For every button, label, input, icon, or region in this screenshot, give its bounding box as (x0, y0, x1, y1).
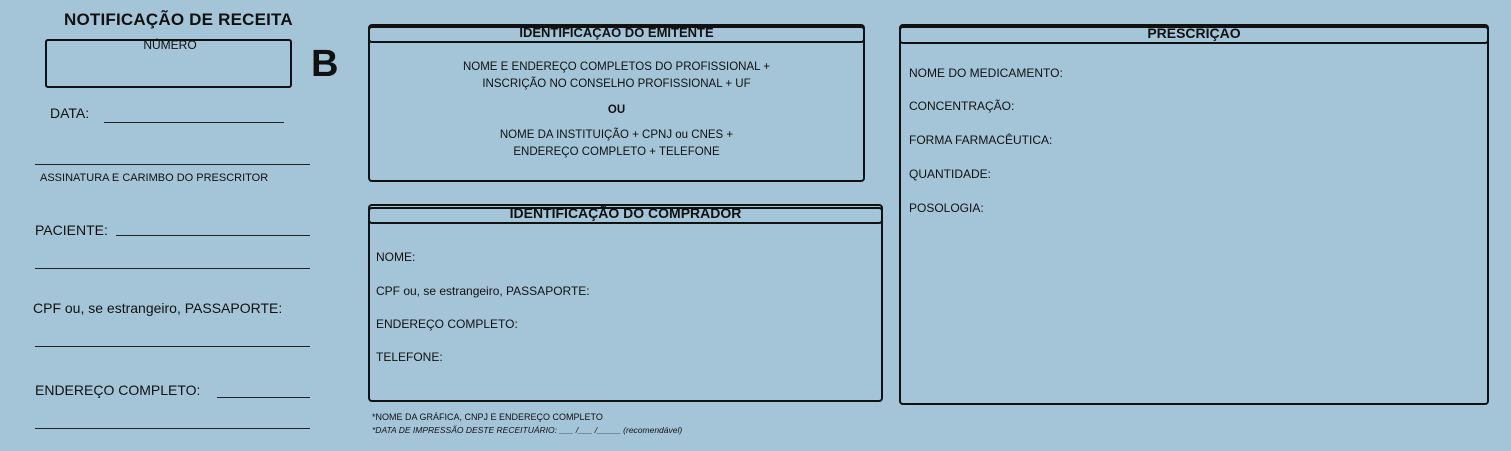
emitente-line-1: NOME E ENDEREÇO COMPLETOS DO PROFISSIONAL + (462, 61, 771, 73)
comprador-phone-field[interactable]: TELEFONE: (376, 350, 443, 364)
address-label: ENDEREÇO COMPLETO: (35, 382, 201, 398)
emitente-header: IDENTIFICAÇÃO DO EMITENTE (368, 24, 865, 43)
number-label: NÚMERO (143, 38, 197, 52)
cpf-label: CPF ou, se estrangeiro, PASSAPORTE: (33, 300, 283, 316)
quantity-field[interactable]: QUANTIDADE: (909, 167, 992, 181)
comprador-box (368, 207, 883, 402)
cpf-line[interactable] (35, 346, 310, 347)
prescricao-header: PRESCRIÇÃO (899, 24, 1489, 44)
emitente-line-2: INSCRIÇÃO NO CONSELHO PROFISSIONAL + UF (482, 78, 751, 90)
footer-print-date: *DATA DE IMPRESSÃO DESTE RECEITUÁRIO: ___ /___ /_____ (recomendável) (372, 425, 683, 435)
emitente-line-3: NOME DA INSTITUIÇÃO + CPNJ ou CNES + (499, 129, 734, 141)
address-line-1[interactable] (217, 397, 310, 398)
date-label: DATA: (50, 105, 90, 121)
emitente-or: OU (607, 104, 626, 116)
date-line[interactable] (104, 122, 284, 123)
patient-line-1[interactable] (116, 235, 310, 236)
comprador-header: IDENTIFICAÇÃO DO COMPRADOR (368, 204, 883, 224)
prescricao-box (899, 26, 1489, 405)
medicine-name-field[interactable]: NOME DO MEDICAMENTO: (909, 66, 1063, 80)
comprador-name-field[interactable]: NOME: (376, 250, 416, 264)
form-title: NOTIFICAÇÃO DE RECEITA (64, 10, 293, 29)
footer-printer-info: *NOME DA GRÁFICA, CNPJ E ENDEREÇO COMPLETO (372, 412, 603, 422)
prescription-type-letter: B (311, 43, 339, 85)
comprador-cpf-field[interactable]: CPF ou, se estrangeiro, PASSAPORTE: (376, 284, 590, 298)
emitente-line-4: ENDEREÇO COMPLETO + TELEFONE (513, 146, 720, 158)
signature-label: ASSINATURA E CARIMBO DO PRESCRITOR (40, 172, 269, 184)
address-line-2[interactable] (35, 428, 310, 429)
concentration-field[interactable]: CONCENTRAÇÃO: (909, 99, 1015, 113)
patient-label: PACIENTE: (35, 222, 108, 238)
dosage-field[interactable]: POSOLOGIA: (909, 201, 984, 215)
pharmaceutical-form-field[interactable]: FORMA FARMACÊUTICA: (909, 133, 1053, 147)
signature-line[interactable] (35, 164, 310, 165)
patient-line-2[interactable] (35, 268, 310, 269)
comprador-address-field[interactable]: ENDEREÇO COMPLETO: (376, 317, 518, 331)
